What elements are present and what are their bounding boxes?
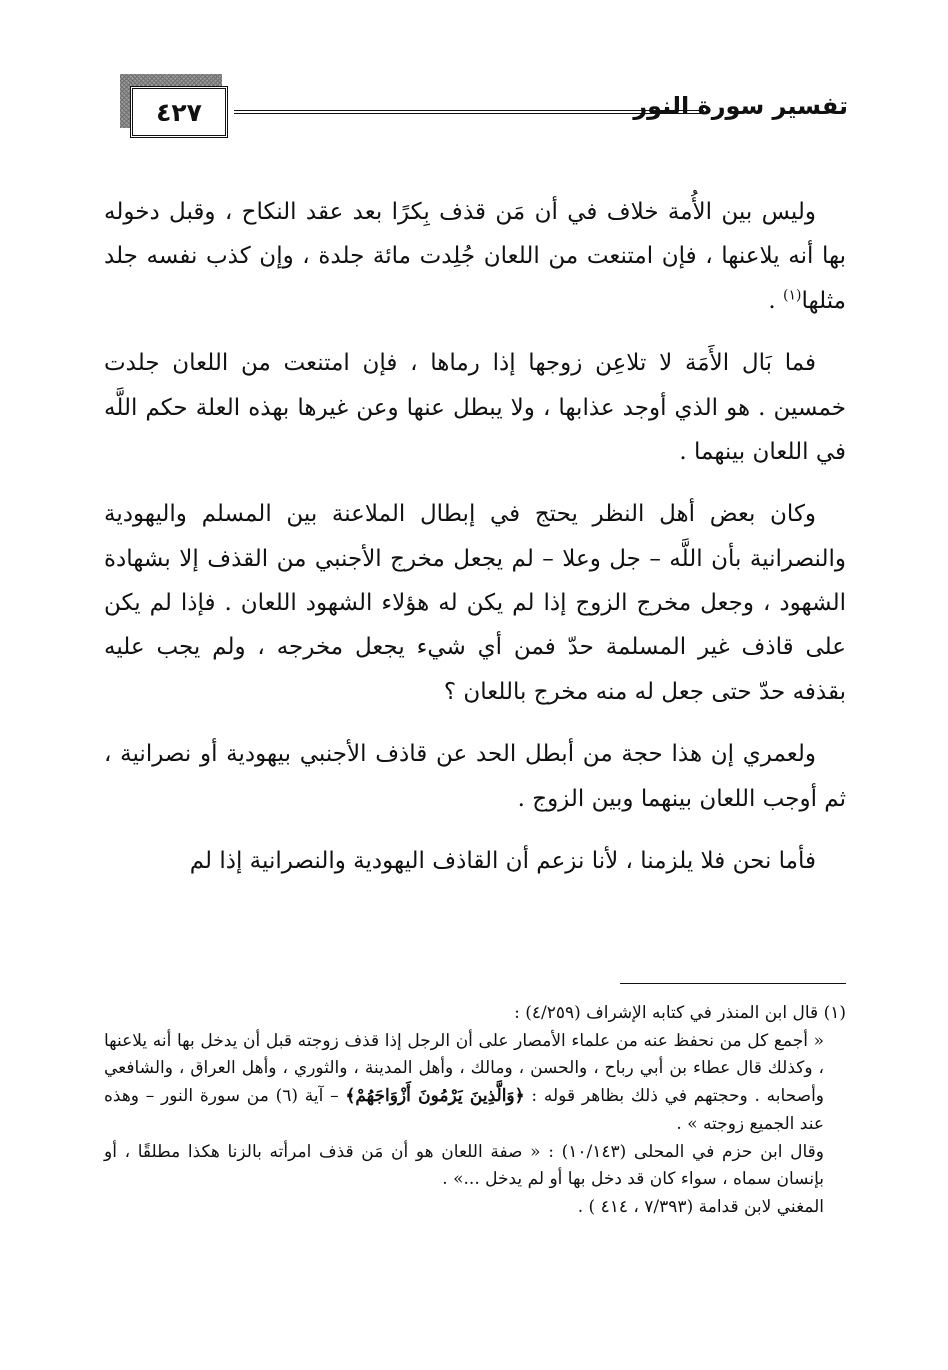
paragraph-2 (104, 341, 846, 474)
footnote-1-quote-b: – آية (٦) من سورة النور – وهذه عند الجميع زوجته » . (104, 1086, 824, 1134)
paragraph-5-text: فأما نحن فلا يلزمنا ، لأنا نزعم أن القاذف اليهودية والنصرانية إذا لم (189, 847, 816, 874)
running-title: تفسير سورة النور (633, 92, 848, 120)
paragraph-4 (104, 732, 846, 821)
footnote-2: وقال ابن حزم في المحلى (١٠/١٤٣) : « صفة اللعان هو أن مَن قذف امرأته بالزنا هكذا مطلقًا ، أو بإنسان سماه ، سواء كان قد دخل بها أو لم يدخل ...» . (104, 1141, 824, 1190)
body-text (104, 190, 846, 883)
paragraph-4-text: ولعمري إن هذا حجة من أبطل الحد عن قاذف الأجنبي بيهودية أو نصرانية ، ثم أوجب اللعان بينهما وبين الزوج . (104, 741, 846, 812)
page-number-box (130, 86, 228, 138)
paragraph-1-text: وليس بين الأُمة خلاف في أن مَن قذف بِكرًا بعد عقد النكاح ، وقبل دخوله بها أنه يلاعنها ، فإن امتنعت من اللعان جُلِدت مائة جلدة ، وإن كذب نفسه جلد مثلها (104, 199, 846, 314)
paragraph-5 (104, 839, 846, 883)
paragraph-3-text: وكان بعض أهل النظر يحتج في إبطال الملاعنة بين المسلم واليهودية والنصرانية بأن اللَّه – جل وعلا – لم يجعل مخرج الأجنبي من القذف إلا بشهادة الشهود ، وجعل مخرج الزوج إذا لم يكن له هؤلاء الشهود اللعان . فإذا لم يكن على قاذف غير المسلمة حدّ فمن أي شيء يجعل مخرجه ، ولم يجب عليه بقذفه حدّ حتى جعل له منه مخرج باللعان ؟ (104, 501, 846, 705)
footnote-separator (620, 983, 846, 984)
paragraph-2-text: فما بَال الأَمَة لا تلاعِن زوجها إذا رماها ، فإن امتنعت من اللعان جلدت خمسين . هو الذي أوجد عذابها ، ولا يبطل عنها وعن غيرها بهذه العلة حكم اللَّه في اللعان بينهما . (104, 350, 846, 465)
paragraph-3 (104, 492, 846, 714)
footnote-3: المغني لابن قدامة (٧/٣٩٣ ، ٤١٤ ) . (577, 1196, 824, 1217)
paragraph-1-end: . (768, 287, 784, 314)
footnotes (104, 1000, 846, 1222)
footnote-1-quote (104, 1028, 846, 1139)
quran-verse: ﴿وَالَّذِينَ يَرْمُونَ أَزْوَاجَهُمْ﴾ (345, 1086, 525, 1107)
paragraph-1 (104, 190, 846, 323)
footnote-1-head: (١) قال ابن المنذر في كتابه الإشراف (٤/٢٥٩) : (514, 1003, 846, 1023)
footnote-1-quote-a: « أجمع كل من نحفظ عنه من علماء الأمصار على أن الرجل إذا قذف زوجته قبل أن يدخل بها أنه يلاعنها ، وكذلك قال عطاء بن أبي رباح ، والحسن ، ومالك ، وأهل المدينة ، والثوري ، وأهل العراق ، والشافعي وأصحابه . وحجتهم في ذلك بظاهر قوله : (104, 1030, 825, 1107)
page-number: ٤٢٧ (156, 97, 202, 127)
page-header (108, 70, 848, 140)
footnote-ref-1: (١) (783, 287, 802, 304)
